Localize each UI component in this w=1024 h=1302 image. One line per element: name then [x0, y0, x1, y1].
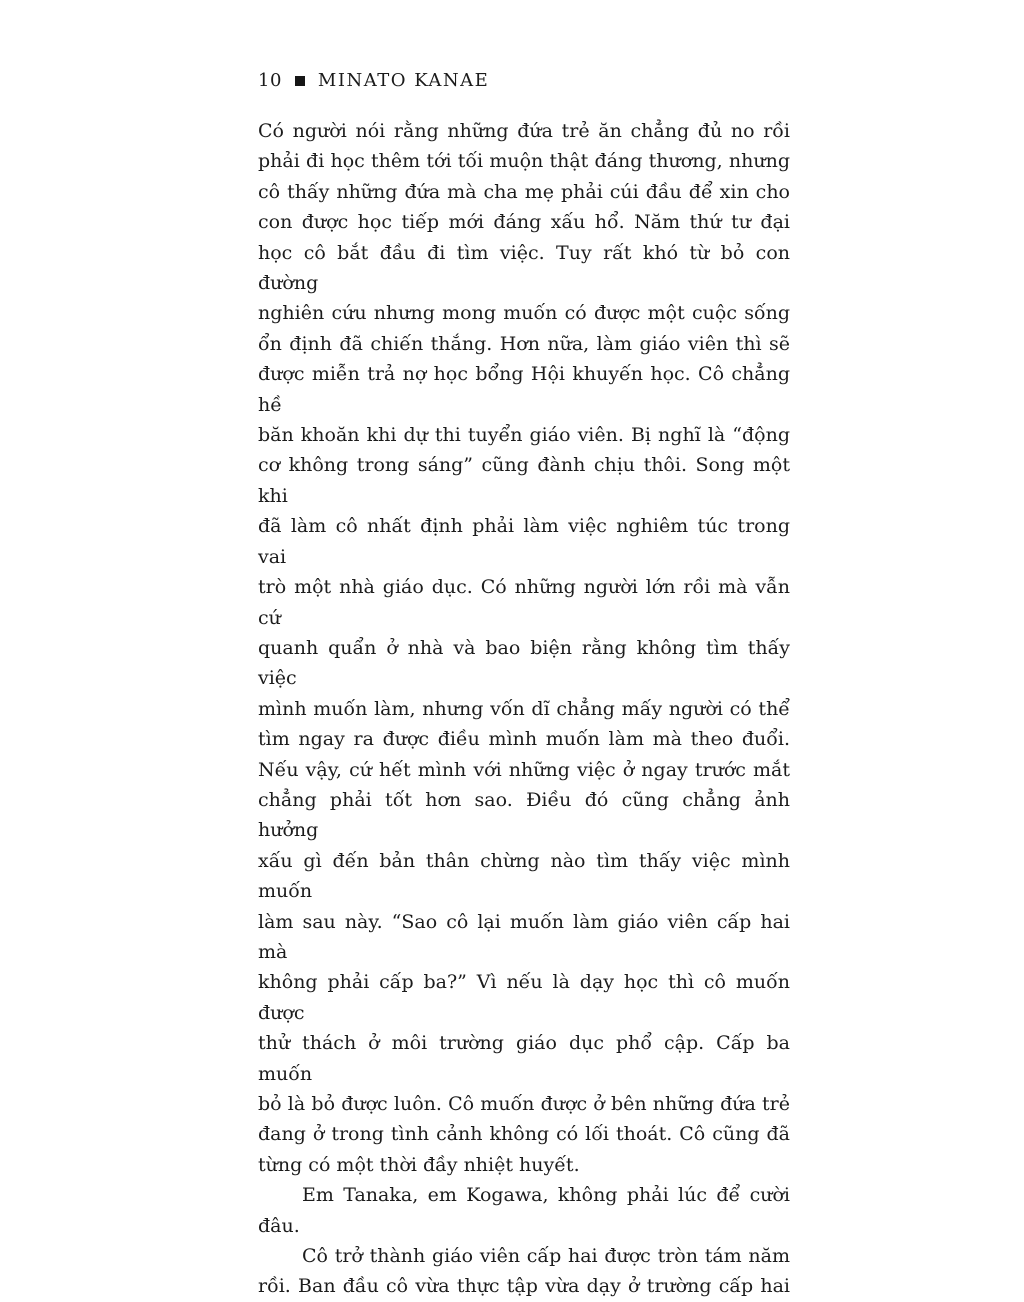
text-line: từng có một thời đầy nhiệt huyết.: [258, 1153, 580, 1176]
text-line: không phải cấp ba?” Vì nếu là dạy học thì cô muốn được: [258, 971, 790, 1024]
text-line: Em Tanaka, em Kogawa, không phải lúc để cười đâu.: [258, 1184, 790, 1237]
text-line: làm sau này. “Sao cô lại muốn làm giáo viên cấp hai mà: [258, 910, 790, 963]
text-line: mình muốn làm, nhưng vốn dĩ chẳng mấy người có thể: [258, 697, 790, 720]
text-line: ổn định đã chiến thắng. Hơn nữa, làm giáo viên thì sẽ: [258, 332, 790, 355]
text-line: quanh quẩn ở nhà và bao biện rằng không tìm thấy việc: [258, 636, 790, 690]
text-line: được miễn trả nợ học bổng Hội khuyến học. Cô chẳng hề: [258, 363, 790, 416]
text-line: rồi. Ban đầu cô vừa thực tập vừa dạy ở trường cấp hai: [258, 1275, 790, 1298]
text-line: Có người nói rằng những đứa trẻ ăn chẳng đủ no rồi: [258, 120, 790, 142]
text-line: tìm ngay ra được điều mình muốn làm mà theo đuổi.: [258, 728, 790, 751]
text-line: đang ở trong tình cảnh không có lối thoát. Cô cũng đã: [258, 1123, 790, 1146]
text-line: thử thách ở môi trường giáo dục phổ cập. Cấp ba muốn: [258, 1032, 790, 1085]
text-line: chẳng phải tốt hơn sao. Điều đó cũng chẳng ảnh hưởng: [258, 788, 790, 842]
text-line: cơ không trong sáng” cũng đành chịu thôi. Song một khi: [258, 454, 790, 507]
text-line: nghiên cứu nhưng mong muốn có được một cuộc sống: [258, 302, 790, 325]
text-line: băn khoăn khi dự thi tuyển giáo viên. Bị nghĩ là “động: [258, 424, 790, 447]
text-line: xấu gì đến bản thân chừng nào tìm thấy việc mình muốn: [258, 849, 790, 903]
text-line: học cô bắt đầu đi tìm việc. Tuy rất khó từ bỏ con đường: [258, 241, 790, 295]
square-bullet-icon: [295, 76, 305, 86]
text-line: bỏ là bỏ được luôn. Cô muốn được ở bên những đứa trẻ: [258, 1093, 790, 1115]
text-line: con được học tiếp mới đáng xấu hổ. Năm thứ tư đại: [258, 211, 790, 234]
text-line: cô thấy những đứa mà cha mẹ phải cúi đầu để xin cho: [258, 180, 790, 203]
text-line: trò một nhà giáo dục. Có những người lớn rồi mà vẫn cứ: [258, 576, 790, 629]
running-title: MINATO KANAE: [317, 70, 490, 91]
text-line: đã làm cô nhất định phải làm việc nghiêm túc trong vai: [258, 515, 790, 568]
text-line: phải đi học thêm tới tối muộn thật đáng thương, nhưng: [258, 150, 790, 173]
text-line: Cô trở thành giáo viên cấp hai được tròn tám năm: [302, 1245, 790, 1268]
text-line: Nếu vậy, cứ hết mình với những việc ở ngay trước mắt: [258, 758, 790, 781]
page-number: 10: [258, 70, 282, 91]
running-header: [258, 70, 489, 91]
page-body: [258, 116, 790, 1302]
